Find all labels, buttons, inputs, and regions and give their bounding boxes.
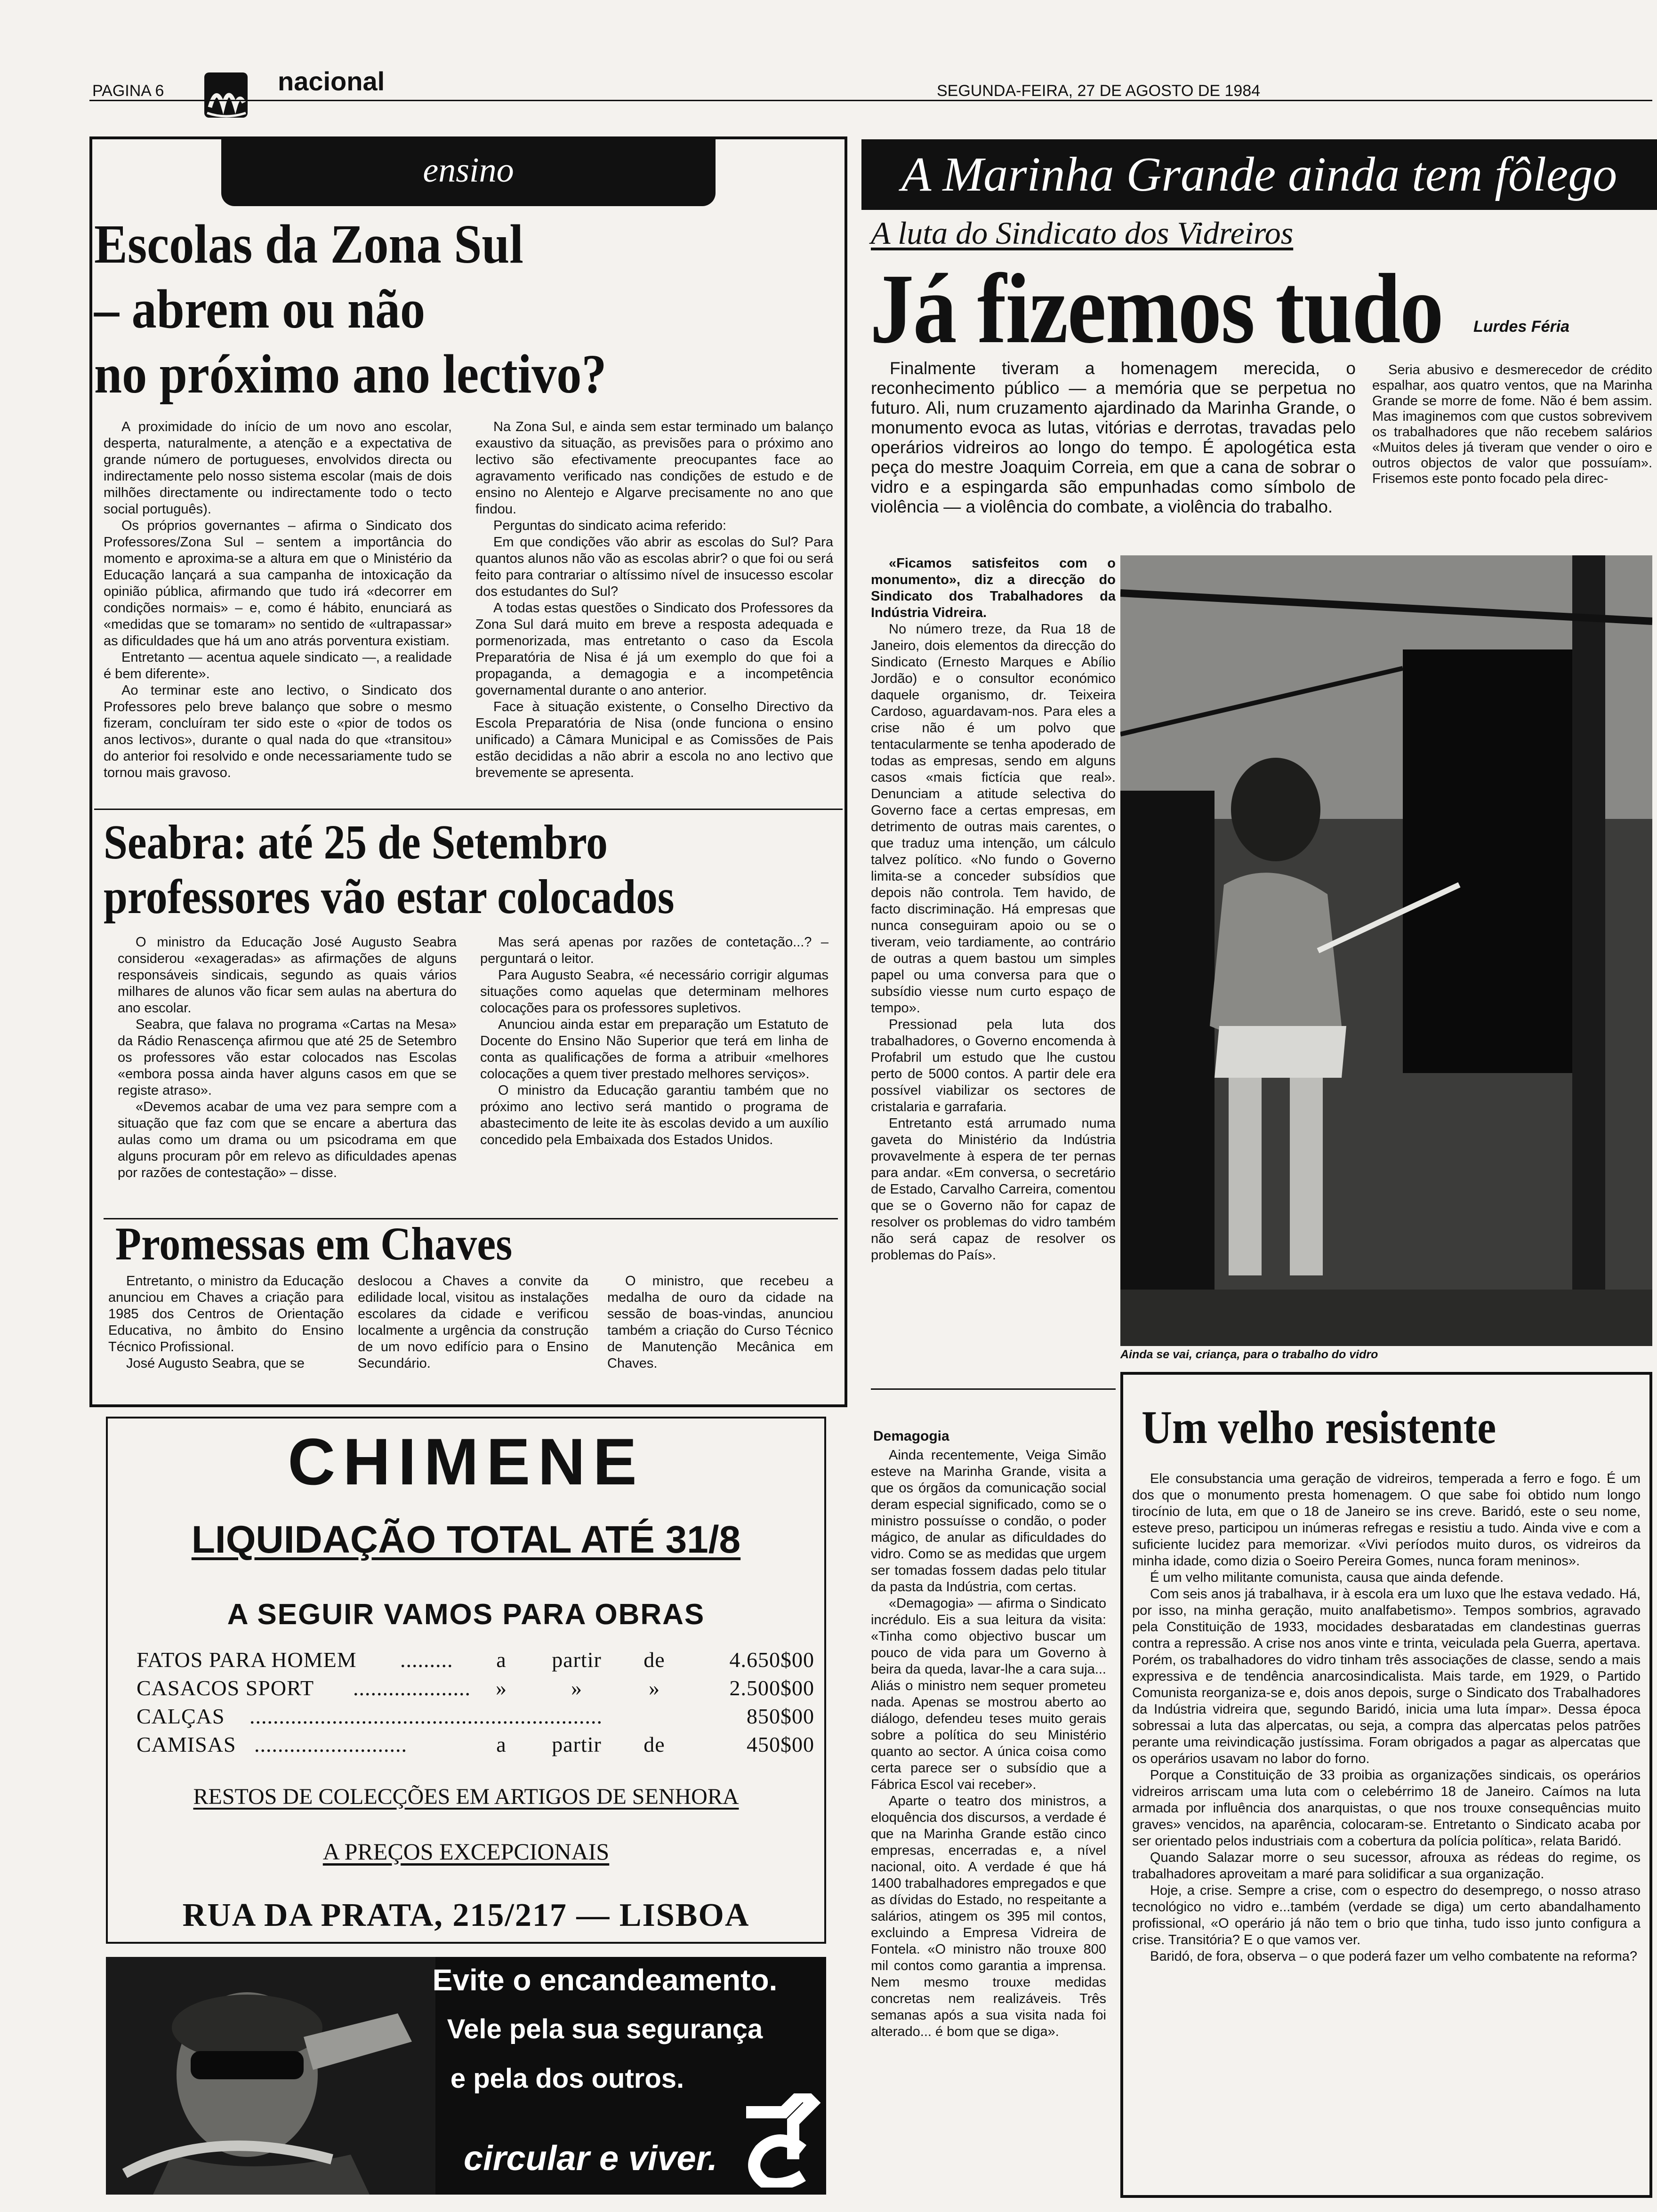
paragraph: Ao terminar este ano lectivo, o Sindicato dos Professores pelo breve balanço que sobre o mesmo fizeram, concluíram ter sido este o «pior de todos os anos lectivos», durante o qual nada do que «transitou» do anterior foi resolvido e onde necessariamente tudo se tornou mais gravoso. <box>104 683 452 780</box>
feature-kicker: A luta do Sindicato dos Vidreiros <box>871 215 1294 251</box>
item-partir: partir <box>552 1648 602 1672</box>
paragraph: Na Zona Sul, e ainda sem estar terminado um balanço exaustivo da situação, as previsões para o próximo ano lectivo são efectivamente preocupantes face ao agravamento verificado nas condições de estudo e de ensino no Alentejo e Algarve precisamente no ano que findou. <box>475 419 833 517</box>
paragraph: A proximidade do início de um novo ano escolar, desperta, naturalmente, a atenção e a expectativa de grande número de portugueses, envolvidos directa ou indirectamente pelo nosso sistema escolar (mais de dois milhões directamente ou indirectamente todo o tecto social português). <box>104 419 452 517</box>
paragraph: Quando Salazar morre o seu sucessor, afrouxa as rédeas do regime, os trabalhadores aproveitam a maré para solidificar a sua organização. <box>1132 1850 1641 1882</box>
item-partir: » <box>571 1676 582 1700</box>
article3-col3 <box>607 1273 833 1400</box>
photo-caption: Ainda se vai, criança, para o trabalho do vidro <box>1120 1348 1378 1361</box>
paragraph: Anunciou ainda estar em preparação um Estatuto de Docente do Ensino Não Superior que terá em linha de conta as qualificações de forma a atribuir «melhores colocações a quem tiver prestado melhores serviços». <box>480 1017 828 1082</box>
price-row <box>137 1704 814 1732</box>
section-title: nacional <box>278 66 385 96</box>
paragraph: deslocou a Chaves a convite da edilidade local, visitou as instalações escolares da cidade e verificou localmente a urgência da construção de um novo edifício para o Ensino Secundário. <box>358 1274 588 1371</box>
item-price: 450$00 <box>747 1732 814 1756</box>
paragraph: Perguntas do sindicato acima referido: <box>493 518 726 533</box>
item-name: FATOS PARA HOMEM <box>137 1648 357 1672</box>
price-row <box>137 1675 814 1704</box>
item-de: de <box>643 1648 665 1672</box>
paragraph: Para Augusto Seabra, «é necessário corrigir algumas situações como aquelas que determinam melhores colocações para os professores supletivos. <box>480 968 828 1016</box>
traffic-ad-line3: e pela dos outros. <box>450 2063 684 2094</box>
item-a: » <box>496 1676 507 1700</box>
feature-lead: Finalmente tiveram a homenagem merecida, o reconhecimento público — a memória que se perpetua no futuro. Ali, num cruzamento ajardinado da Marinha Grande, o monumento evoca as lutas, vitórias e derrotas, travadas pelo operários vidreiros ao longo do tempo. É apologética esta peça do mestre Joaquim Correia, em que a cana de sobrar o vidro e a espingarda são empunhadas como símbolo de violência — a violência do combate, a violência do trabalho. <box>871 359 1356 516</box>
headline-line: Seabra: até 25 de Setembro <box>104 815 608 869</box>
item-name: CALÇAS <box>137 1704 225 1728</box>
feature-side-column: Seria abusivo e desmerecedor de crédito espalhar, aos quatro ventos, que na Marinha Grande se morre de fome. Não é bem assim. Mas imaginemos com que custos sobrevivem os trabalhadores que não recebem salários «Muitos deles já tiveram que vender o oiro e outros objectos de valor que possuíam». Frisemos este ponto focado pela direc- <box>1372 362 1652 486</box>
item-price: 2.500$00 <box>729 1676 814 1700</box>
paragraph: Hoje, a crise. Sempre a crise, com o espectro do desemprego, o nosso atraso tecnológico no vidro e...também (verdade se diga) um certo abandalhamento profissional, «O operário já não tem o brio que tinha, tudo isso junto configura a crise. Transitória? E o que vamos ver. <box>1132 1883 1641 1948</box>
header-rule <box>89 100 1652 101</box>
item-dots: ............................................................ <box>249 1704 603 1728</box>
article2-col1 <box>118 934 457 1217</box>
article3-col1 <box>108 1273 344 1400</box>
chimene-brand: CHIMENE <box>288 1425 644 1499</box>
paragraph: O ministro, que recebeu a medalha de ouro da cidade na sessão de boas-vindas, anunciou também a criação do Curso Técnico de Manutenção Mecânica em Chaves. <box>607 1274 833 1371</box>
chimene-works-line: A SEGUIR VAMOS PARA OBRAS <box>227 1598 705 1631</box>
paragraph: Ainda recentemente, Veiga Simão esteve na Marinha Grande, visita a que os órgãos da comunicação social deram especial significado, como se o ministro possuísse o condão, o poder mágico, de anular as dificuldades do vidro. Como se as medidas que urgem ser tomadas fossem dadas pelo titular da pasta da Indústria, com certas. <box>871 1448 1106 1595</box>
item-de: » <box>649 1676 660 1700</box>
paragraph: Os próprios governantes – afirma o Sindicato dos Professores/Zona Sul – sentem a importância do momento e aproxima-se a altura em que o Ministério da Educação lançará a sua campanha de intoxicação da opinião pública, afirmando que tudo irá «decorrer em condições normais» – e, como é hábito, enunciará as «medidas que se tomaram» no sentido de «ultrapassar» as dificuldades que há um ano atrás porventura existiam. <box>104 518 452 649</box>
paragraph: O ministro da Educação José Augusto Seabra considerou «exageradas» as afirmações de alguns responsáveis sindicais, segundo as quais vários milhares de alunos vão ficar sem aulas na abertura do ano escolar. <box>118 935 457 1016</box>
divider <box>94 809 843 810</box>
item-dots: .......................... <box>254 1732 407 1756</box>
chimene-address: RUA DA PRATA, 215/217 — LISBOA <box>182 1897 750 1933</box>
feature-banner: A Marinha Grande ainda tem fôlego <box>861 139 1657 210</box>
paragraph: Entretanto, o ministro da Educação anunciou em Chaves a criação para 1985 dos Centros de Orientação Educativa, no âmbito do Ensino Técnico Profissional. <box>108 1274 344 1354</box>
item-dots: ......... <box>400 1648 453 1672</box>
article2-col2 <box>480 934 828 1217</box>
glassworker-child-photo <box>1120 555 1652 1346</box>
paragraph: «Demagogia» — afirma o Sindicato incrédulo. Eis a sua leitura da visita: «Tinha como objectivo buscar um pouco de vida para um Governo à beira da queda, lavar-lhe a cara suja... Aliás o ministro nem sequer prometeu nada. Apenas se mostrou aberto ao diálogo, defendeu teses muito gerais sobre a política do seu Ministério quanto ao sector. A única coisa como certa parece ser o subsídio que a Fábrica Escol vai receber». <box>871 1596 1106 1792</box>
chimene-collections-line: RESTOS DE COLECÇÕES EM ARTIGOS DE SENHORA <box>193 1784 739 1809</box>
item-price: 850$00 <box>747 1704 814 1728</box>
paragraph: O ministro da Educação garantiu também que no próximo ano lectivo será mantido o programa de abastecimento de leite ite às escolas devido a um auxílio concedido pela Embaixada dos Estados Unidos. <box>480 1083 828 1147</box>
traffic-safety-ad <box>106 1957 826 2195</box>
paragraph: Face à situação existente, o Conselho Directivo da Escola Preparatória de Nisa (onde funciona o ensino unificado) a Câmara Municipal e as Comissões de Pais estão decididas a não abrir a escola no ano lectivo que brevemente se apresenta. <box>475 699 833 780</box>
article1-col2 <box>475 419 833 805</box>
article2-headline <box>104 815 750 924</box>
feature-byline: Lurdes Féria <box>1473 318 1570 336</box>
paragraph: Baridó, de fora, observa – o que poderá fazer um velho combatente na reforma? <box>1150 1949 1637 1964</box>
demagogia-column <box>871 1447 1106 2193</box>
item-a: a <box>496 1732 507 1756</box>
item-dots: .................... <box>353 1676 471 1700</box>
traffic-ad-slogan: circular e viver. <box>464 2139 717 2178</box>
article3-col2 <box>358 1273 588 1400</box>
headline-line: – abrem ou não <box>94 278 426 340</box>
feature-headline: Já fizemos tudo <box>870 253 1443 364</box>
price-row <box>137 1732 814 1760</box>
paragraph: Pressionad pela luta dos trabalhadores, o Governo encomenda à Profabril um estudo que lhe custou perto de 5000 contos. A partir dele era possível viabilizar os sectores de cristalaria e garrafaria. <box>871 1017 1116 1114</box>
item-name: CASACOS SPORT <box>137 1676 314 1700</box>
demagogia-subhead: Demagogia <box>873 1428 949 1444</box>
paragraph: «Ficamos satisfeitos com o monumento», diz a direcção do Sindicato dos Trabalhadores da Indústria Vidreira. <box>871 556 1116 620</box>
traffic-ad-line1: Evite o encandeamento. <box>432 1963 778 1997</box>
item-partir: partir <box>552 1732 602 1756</box>
paragraph: Mas será apenas por razões de contetação...? – perguntará o leitor. <box>480 935 828 966</box>
newspaper-logo-icon <box>202 70 249 121</box>
item-name: CAMISAS <box>137 1732 236 1756</box>
issue-date: SEGUNDA-FEIRA, 27 DE AGOSTO DE 1984 <box>937 82 1261 100</box>
velho-headline: Um velho resistente <box>1142 1401 1496 1453</box>
paragraph: Entretanto — acentua aquele sindicato —, a realidade é bem diferente». <box>104 650 452 681</box>
paragraph: Com seis anos já trabalhava, ir à escola era um luxo que lhe estava vedado. Há, por isso, na minha geração, muito analfabetismo». Tempos sombrios, agravado pela Constituição de 1933, mocidades desbaratadas em clandestinas guerras contra a repressão. A crise nos anos vinte e trinta, veiculada pela Guerra, apertava. Porém, os trabalhadores do vidro tinham três associações de classe, sendo a mais expressiva e de tendência anarcosindicalista. Mais tarde, em 1929, o Partido Comunista reorganiza-se e, dois anos depois, surge o Sindicato dos Trabalhadores da Indústria vidreira que, segundo Baridó, inicia uma luta ímpar». Dessa época sobressai a luta das alpercatas, ou seja, a compra das alpercatas pelos patrões perante uma reivindicação justíssima. Foram obrigados a pagar as alpercatas que os operários usavam no labor do forno. <box>1132 1587 1641 1766</box>
divider <box>871 1388 1116 1390</box>
paragraph: «Devemos acabar de uma vez para sempre com a situação que faz com que se encare a abertura das aulas como um drama ou um psicodrama em que alguns procuram pôr em relevo as dificuldades apenas por razões de contestação» – disse. <box>118 1099 457 1180</box>
photo-scene-icon <box>1120 555 1652 1346</box>
section-tab-ensino: ensino <box>221 139 716 206</box>
velho-column <box>1132 1471 1641 2191</box>
item-price: 4.650$00 <box>729 1648 814 1672</box>
paragraph: Seabra, que falava no programa «Cartas na Mesa» da Rádio Renascença afirmou que até 25 de Setembro os professores vão estar colocados nas Escolas «embora possa ainda haver alguns casos em que se registe atraso». <box>118 1017 457 1098</box>
feature-main-column <box>871 555 1116 1403</box>
paragraph: Entretanto está arrumado numa gaveta do Ministério da Indústria provavelmente à espera de ter pernas para andar. «Em conversa, o secretário de Estado, Carvalho Carreira, comentou que se o Governo não for capaz de resolver os problemas do vidro também não será capaz de resolver os problemas do País». <box>871 1116 1116 1263</box>
article1-headline <box>94 212 679 407</box>
headline-line: professores vão estar colocados <box>104 870 675 924</box>
paragraph: É um velho militante comunista, causa que ainda defende. <box>1150 1570 1504 1585</box>
article1-col1 <box>104 419 452 805</box>
item-de: de <box>643 1732 665 1756</box>
article3-headline: Promessas em Chaves <box>115 1218 513 1270</box>
headline-line: no próximo ano lectivo? <box>94 343 607 405</box>
item-a: a <box>496 1648 507 1672</box>
chimene-sale-line: LIQUIDAÇÃO TOTAL ATÉ 31/8 <box>191 1518 741 1561</box>
paragraph: Porque a Constituição de 33 proibia as organizações sindicais, os operários vidreiros arriscam uma luta com o celebérrimo 18 de Janeiro. Caímos na luta armada por influência dos anarquistas, o que nos trouxe consequências muito graves» vencidos, na aparência, colocaram-se. Entretanto o Sindicato acaba por ser orientado pelos industriais com a cobertura da polícia política», relata Baridó. <box>1132 1768 1641 1849</box>
price-row <box>137 1647 814 1675</box>
chimene-prices-line: A PREÇOS EXCEPCIONAIS <box>322 1838 610 1865</box>
paragraph: Em que condições vão abrir as escolas do Sul? Para quantos alunos não vão as escolas abrir? o que foi ou será feito para contrariar o altíssimo nível de insucesso escolar dos estudantes do Sul? <box>475 535 833 599</box>
traffic-safety-logo-icon <box>732 2093 821 2188</box>
page-label: PAGINA 6 <box>92 82 164 100</box>
paragraph: José Augusto Seabra, que se <box>126 1356 305 1371</box>
paragraph: No número treze, da Rua 18 de Janeiro, dois elementos da direcção do Sindicato (Ernesto Marques e Abílio Jordão) e o consultor económico daquele organismo, dr. Teixeira Cardoso, aguardavam-nos. Para eles a crise não é um polvo que tentacularmente se tenha apoderado de todas as empresas, sendo em alguns casos «mais fictícia que real». Denunciam a atitude selectiva do Governo face a certas empresas, em detrimento de outras mais carentes, o que traduz uma intenção, um cálculo talvez político. «No fundo o Governo limita-se a conceder subsídios que depois não controla. Tem havido, de facto discriminação. Há empresas que nunca conseguiram apoio ou se o tiveram, veio tardiamente, ao contrário de outras a quem bastou um simples papel ou uma conversa para que o subsídio viesse num curto espaço de tempo». <box>871 622 1116 1016</box>
paragraph: A todas estas questões o Sindicato dos Professores da Zona Sul dará muito em breve a resposta adequada e pormenorizada, mas entretanto o caso da Escola Preparatória de Nisa é já um exemplo do que foi a propaganda, a demagogia e a incompetência governamental durante o ano anterior. <box>475 601 833 698</box>
paragraph: Aparte o teatro dos ministros, a eloquência dos discursos, a verdade é que na Marinha Grande estão cinco empresas, encerradas e, a nível nacional, oito. A verdade é que há 1400 trabalhadores empregados e que as dívidas do Estado, no respeitante a salários, atingem os 395 mil contos, excluindo a Empresa Vidreira de Fontela. «O ministro não trouxe 800 mil contos como garantia a imprensa. Nem mesmo trouxe medidas concretas nem realizáveis. Três semanas após a sua visita nada foi alterado... é bom que se diga». <box>871 1794 1106 2039</box>
traffic-ad-line2: Vele pela sua segurança <box>447 2014 763 2044</box>
paragraph: Ele consubstancia uma geração de vidreiros, temperada a ferro e fogo. É um dos que o monumento presta homenagem. O que sabe foi obtido num longo tirocínio de luta, em que o 18 de Janeiro se ins creve. Baridó, este o seu nome, esteve preso, participou un inúmeras refregas e resistiu a tudo. Ainda vive e com a suficiente lucidez para memorizar. «Vivi períodos muito duros, os vidreiros da minha idade, como dizia o Soeiro Pereira Gomes, nunca foram meninos». <box>1132 1471 1641 1569</box>
chimene-price-list <box>137 1647 814 1760</box>
headline-line: Escolas da Zona Sul <box>94 213 523 275</box>
